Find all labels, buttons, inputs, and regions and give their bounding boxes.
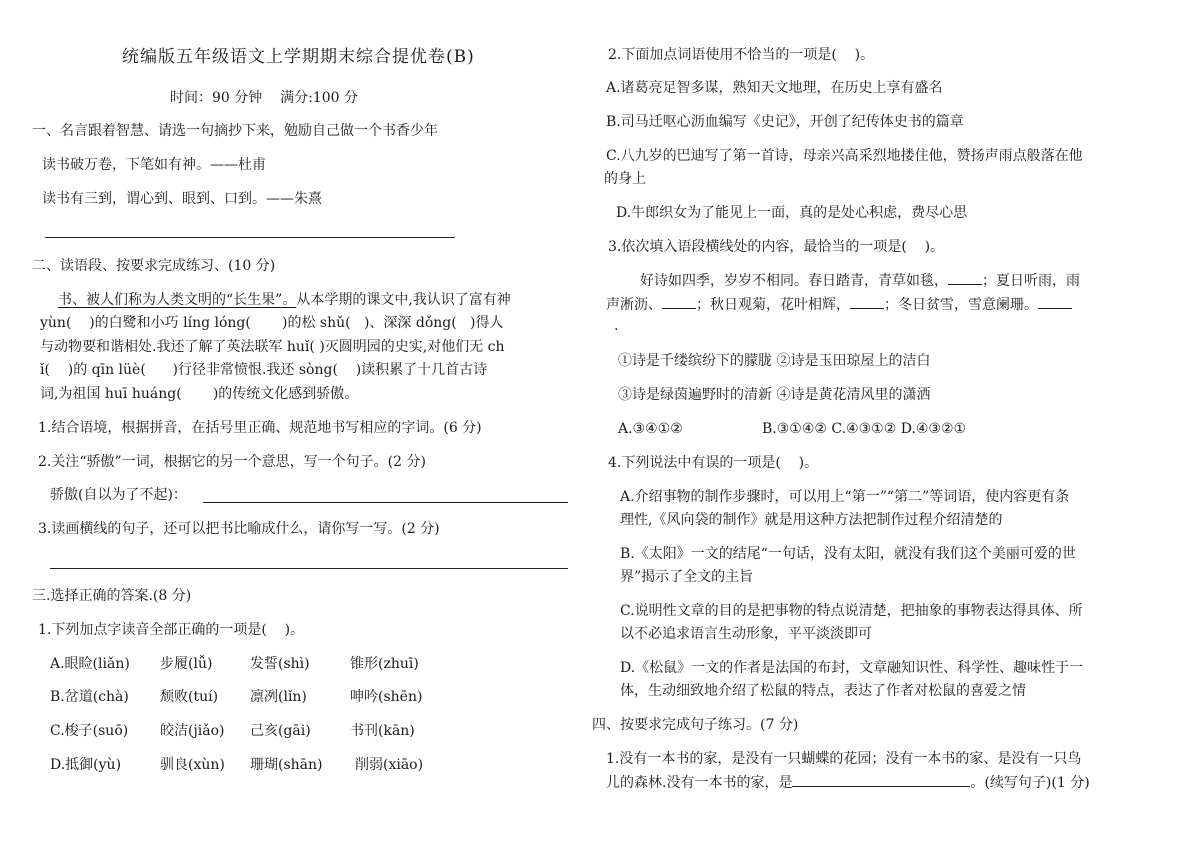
option-b-2: 颓败(tuí): [160, 689, 219, 705]
q3-answer-bcd: B.③①④② C.④③①② D.④③②①: [762, 421, 967, 437]
part4-question-1-line2: [606, 772, 1090, 793]
q-text: 。(续写句子)(1 分): [970, 775, 1090, 791]
option-d-2: 驯良(xùn): [160, 757, 225, 773]
q4-option-a-line2: 理性,《风向袋的制作》就是用这种方法把制作过程介绍清楚的: [620, 512, 1003, 528]
option-b-4: 呻吟(shēn): [350, 689, 423, 705]
q2-option-c-line2: 的身上: [604, 171, 646, 187]
part1-heading: 一、名言跟着智慧、请选一句摘抄下来，勉励自己做一个书香少年: [32, 123, 438, 139]
option-a-4: 锥形(zhuī): [350, 656, 419, 672]
q4-option-c-line1: C.说明性文章的目的是把事物的特点说清楚，把抽象的事物表达得具体、所: [620, 603, 1083, 619]
option-a-2: 步履(lǚ): [160, 656, 213, 672]
part2-question-2: 2.关注“骄傲”一词，根据它的另一个意思，写一个句子。(2 分): [38, 454, 426, 470]
q3-text: ；秋日观菊，花叶相辉，: [696, 297, 850, 313]
part4-heading: 四、按要求完成句子练习。(7 分): [592, 717, 799, 733]
quote-1: 读书破万卷，下笔如有神。——杜甫: [42, 157, 266, 173]
q3-paragraph-line2: [606, 294, 1072, 315]
q4-option-a-line1: A.介绍事物的制作步骤时，可以用上“第一”“第二”等词语，使内容更有条: [620, 489, 1070, 505]
quote-2: 读书有三到，谓心到、眼到、口到。——朱熹: [42, 191, 322, 207]
q2-option-b: B.司马迁呕心沥血编写《史记》，开创了纪传体史书的篇章: [606, 114, 964, 130]
option-d-3: 珊瑚(shān): [250, 757, 323, 773]
part3-question-3: 3.依次填入语段横线处的内容，最恰当的一项是( )。: [608, 239, 945, 255]
passage-line-3: 与动物要和谐相处.我还了解了英法联军 huǐ( )灭圆明园的史实,对他们无 ch: [40, 339, 505, 355]
q2-prompt: 骄傲(自以为了不起)：: [50, 487, 187, 503]
option-d-1: D.抵御(yù): [50, 757, 122, 773]
exam-title: 统编版五年级语文上学期期末综合提优卷(B): [122, 47, 475, 67]
passage-text: 从本学期的课文中,我认识了富有神: [296, 292, 511, 308]
q2-option-a: A.诸葛亮足智多谋，熟知天文地理，在历史上享有盛名: [606, 80, 943, 96]
passage-line-2: yùn( )的白鹭和小巧 líng lóng( )的松 shǔ( )、深深 dǒng( )得人: [40, 315, 504, 331]
q2-option-c-line1: C.八九岁的巴迪写了第一首诗，母亲兴高采烈地搂住他，赞扬声雨点般落在他: [606, 148, 1083, 164]
q3-text: 好诗如四季，岁岁不相同。春日踏青，青草如毯，: [640, 273, 948, 289]
passage-line-4: ǐ( )的 qīn lüè( )行径非常愤恨.我还 sòng( )读积累了十几首古诗: [40, 362, 488, 378]
q3-choices-line1: ①诗是千缕缤纷下的朦胧 ②诗是玉田琼屋上的洁白: [618, 353, 931, 369]
q3-answer-a: A.③④①②: [618, 421, 683, 437]
q3-text: 声淅沥、: [606, 297, 662, 313]
q3-paragraph-line1: [640, 270, 1080, 291]
option-c-4: 书刊(kān): [350, 723, 415, 739]
part3-heading: 三.选择正确的答案.(8 分): [32, 588, 192, 604]
option-a-3: 发誓(shì): [250, 656, 310, 672]
option-c-2: 皎洁(jiǎo): [160, 723, 225, 739]
q4-option-b-line2: 界”揭示了全文的主旨: [620, 569, 754, 585]
part2-question-1: 1.结合语境，根据拼音，在括号里正确、规范地书写相应的字词。(6 分): [38, 420, 482, 436]
q3-choices-line2: ③诗是绿茵遍野时的清新 ④诗是黄花清风里的潇洒: [618, 387, 931, 403]
part2-question-3: 3.读画横线的句子，还可以把书比喻成什么，请你写一写。(2 分): [38, 521, 440, 537]
blank-1[interactable]: [948, 270, 982, 285]
q-text: 儿的森林.没有一本书的家，是: [606, 775, 793, 791]
q3-text: ；夏日听雨，雨: [982, 273, 1080, 289]
option-d-4: 削弱(xiāo): [355, 757, 424, 773]
option-c-1: C.梭子(suō): [50, 723, 129, 739]
q2-option-d: D.牛郎织女为了能见上一面，真的是处心积虑，费尽心思: [616, 205, 968, 221]
continue-sentence-blank[interactable]: [792, 772, 970, 787]
underlined-sentence: 书、被人们称为人类文明的“长生果”。: [58, 292, 297, 308]
answer-line-part1[interactable]: [45, 237, 455, 238]
part3-question-1: 1.下列加点字读音全部正确的一项是( )。: [38, 622, 305, 638]
passage-line-5: 词,为祖国 huī huáng( )的传统文化感到骄傲。: [40, 386, 359, 402]
q4-option-b-line1: B.《太阳》一文的结尾“一句话，没有太阳，就没有我们这个美丽可爱的世: [620, 546, 1076, 562]
option-b-3: 凛冽(lǐn): [250, 689, 307, 705]
part3-question-4: 4.下列说法中有误的一项是( )。: [608, 455, 819, 471]
part2-heading: 二、读语段、按要求完成练习、(10 分): [32, 258, 276, 274]
q4-option-c-line2: 以不必追求语言生动形象，平平淡淡即可: [620, 626, 872, 642]
option-a-1: A.眼睑(liǎn): [50, 656, 130, 672]
blank-4[interactable]: [1038, 294, 1072, 309]
blank-2[interactable]: [662, 294, 696, 309]
q3-text: ；冬日贫雪，雪意阑珊。: [884, 297, 1038, 313]
blank-3[interactable]: [850, 294, 884, 309]
q4-option-d-line2: 体，生动细致地介绍了松鼠的特点，表达了作者对松鼠的喜爱之情: [620, 683, 1026, 699]
answer-line-q2[interactable]: [203, 502, 568, 503]
answer-line-q3[interactable]: [50, 568, 568, 569]
part3-question-2: 2.下面加点词语使用不恰当的一项是( )。: [608, 47, 875, 63]
q4-option-d-line1: D.《松鼠》一文的作者是法国的布封，文章融知识性、科学性、趣味性于一: [620, 660, 1084, 676]
option-b-1: B.岔道(chà): [50, 689, 129, 705]
time-info: 时间：90 分钟 满分:100 分: [170, 90, 358, 106]
q3-paragraph-line3: .: [614, 318, 619, 334]
option-c-3: 己亥(gāi): [250, 723, 311, 739]
part4-question-1-line1: 1.没有一本书的家，是没有一只蝴蝶的花园；没有一本书的家、是没有一只鸟: [606, 751, 1082, 767]
passage-line-1: [58, 290, 511, 310]
